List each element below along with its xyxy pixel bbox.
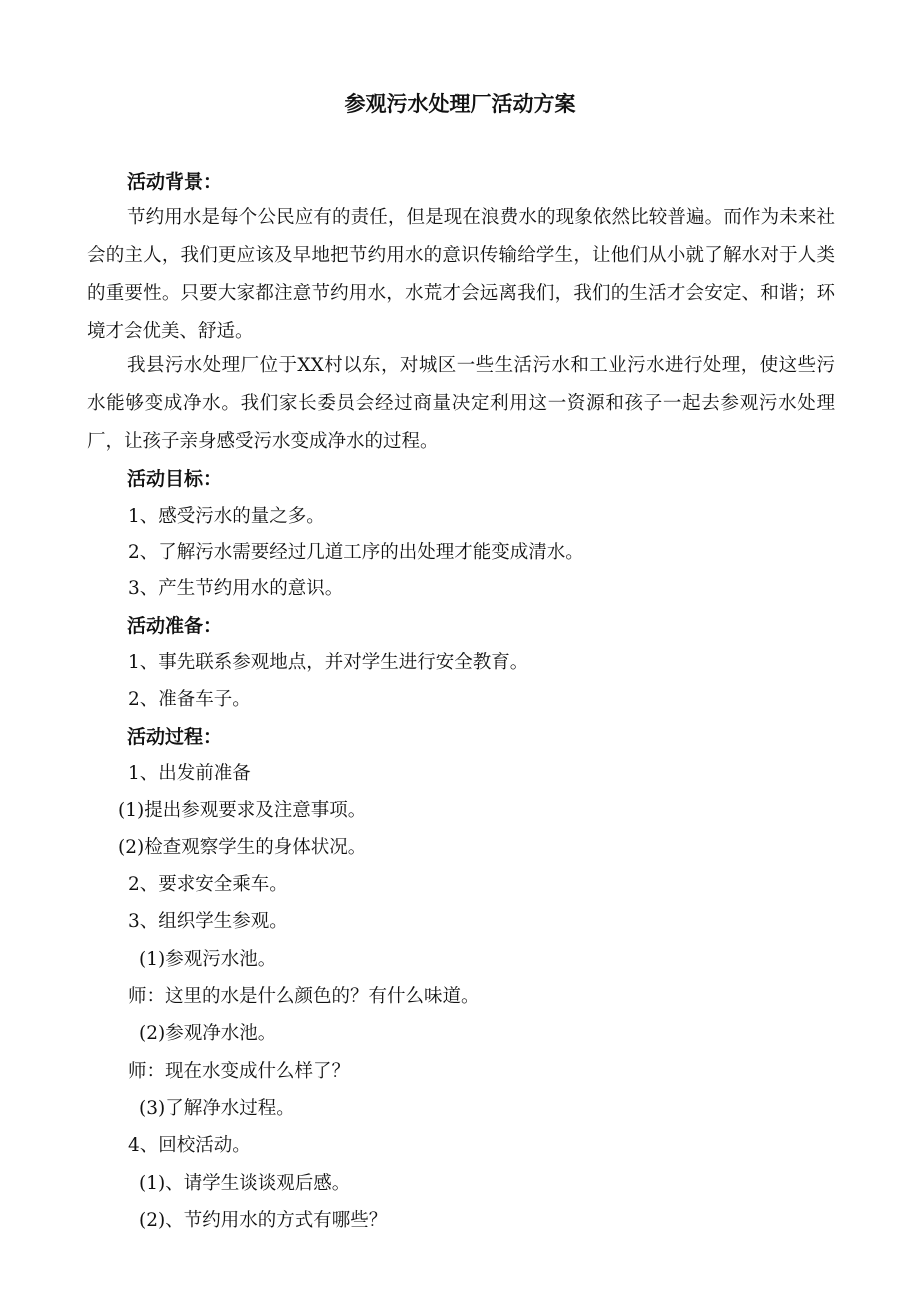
section-heading-prep: 活动准备： <box>127 615 223 637</box>
background-paragraph-2: 我县污水处理厂位于XX村以东，对城区一些生活污水和工业污水进行处理，使这些污水能够变成净水。我们家长委员会经过商量决定利用这一资源和孩子一起去参观污水处理厂，让孩子亲身感受污水变成净水的过程。 <box>87 355 835 452</box>
process-line: 1、出发前准备 <box>128 763 251 784</box>
process-line: (2)检查观察学生的身体状况。 <box>118 837 367 858</box>
process-line: (2)、节约用水的方式有哪些？ <box>139 1210 388 1231</box>
process-line: (1)参观污水池。 <box>139 949 277 970</box>
process-line: (3)了解净水过程。 <box>139 1098 295 1119</box>
section-heading-background: 活动背景： <box>127 171 223 193</box>
section-heading-goals: 活动目标： <box>127 468 223 490</box>
process-line: 师：这里的水是什么颜色的？有什么味道。 <box>128 986 480 1007</box>
process-line: 2、要求安全乘车。 <box>128 874 288 895</box>
prep-item: 2、准备车子。 <box>128 689 251 710</box>
section-heading-process: 活动过程： <box>127 726 223 748</box>
goal-item: 1、感受污水的量之多。 <box>128 506 325 527</box>
background-paragraph-1: 节约用水是每个公民应有的责任，但是现在浪费水的现象依然比较普遍。而作为未来社会的主人，我们更应该及早地把节约用水的意识传输给学生，让他们从小就了解水对于人类的重要性。只要大家都注意节约用水，水荒才会远离我们，我们的生活才会安定、和谐；环境才会优美、舒适。 <box>87 207 835 342</box>
document-title: 参观污水处理厂活动方案 <box>344 92 576 116</box>
goal-item: 3、产生节约用水的意识。 <box>128 578 344 599</box>
process-line: (2)参观净水池。 <box>139 1023 277 1044</box>
process-line: 师：现在水变成什么样了？ <box>128 1061 351 1082</box>
process-line: 4、回校活动。 <box>128 1135 251 1156</box>
process-line: 3、组织学生参观。 <box>128 911 288 932</box>
process-line: (1)提出参观要求及注意事项。 <box>118 800 367 821</box>
process-line: (1)、请学生谈谈观后感。 <box>139 1173 351 1194</box>
prep-item: 1、事先联系参观地点，并对学生进行安全教育。 <box>128 652 529 673</box>
goal-item: 2、了解污水需要经过几道工序的出处理才能变成清水。 <box>128 542 584 563</box>
